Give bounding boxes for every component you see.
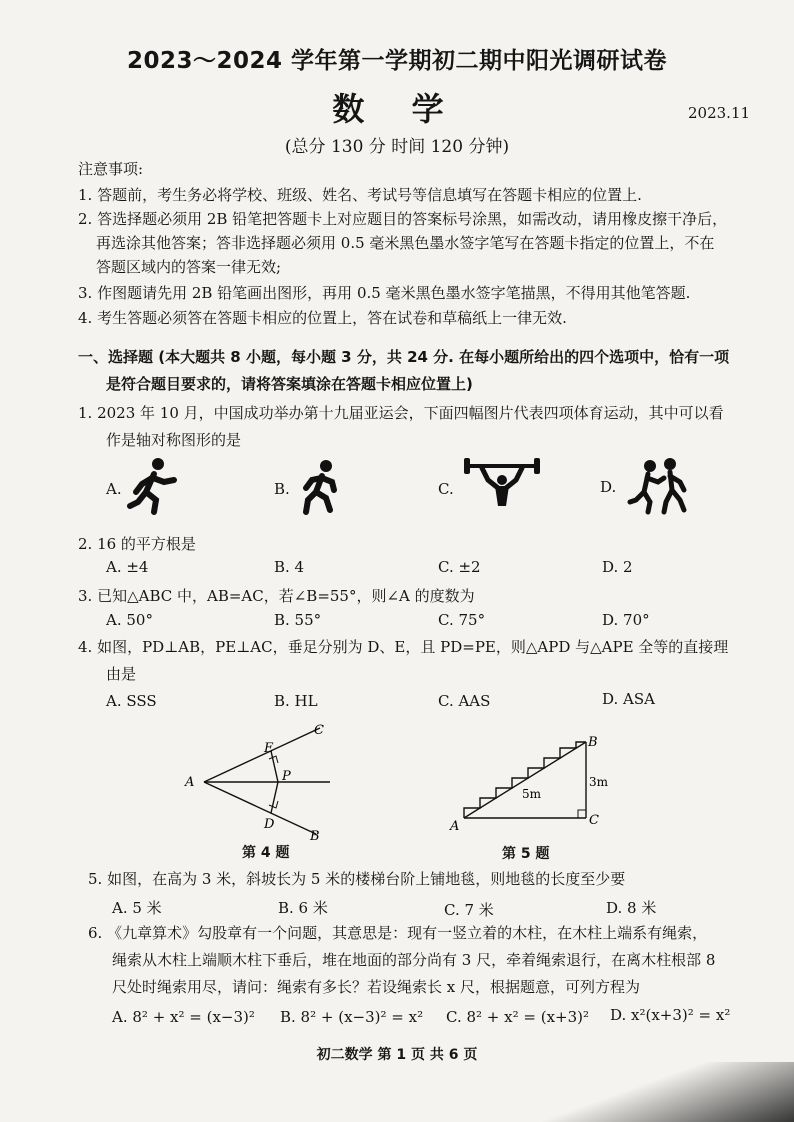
runner-pictogram-icon xyxy=(124,456,184,516)
option-label: A. ±4 xyxy=(106,558,149,576)
question-6-stem: 尺处时绳索用尽，请问：绳索有多长？若设绳索长 x 尺，根据题意，可列方程为 xyxy=(112,978,640,996)
option-label: A. SSS xyxy=(106,692,157,710)
sprinter-pictogram-icon xyxy=(298,458,348,516)
option-label: B. 6 米 xyxy=(278,899,328,917)
section-heading: 一、选择题 (本大题共 8 小题，每小题 3 分，共 24 分. 在每小题所给出的四个选项中，恰有一项 xyxy=(78,348,730,366)
option-label: C. 7 米 xyxy=(444,901,494,919)
option-label: A. xyxy=(106,480,122,498)
label-a: A xyxy=(450,819,460,834)
notice-line: 3. 作图题请先用 2B 铅笔画出图形，再用 0.5 毫米黑色墨水签字笔描黑，不得用其他笔答题. xyxy=(78,284,691,302)
segment-pd xyxy=(271,782,278,813)
exam-title: 2023～2024 学年第一学期初二期中阳光调研试卷 xyxy=(126,48,668,74)
notice-line: 4. 考生答题必须答在答题卡相应的位置上，答在试卷和草稿纸上一律无效. xyxy=(78,309,567,327)
figure-4-diagram xyxy=(180,716,350,844)
label-b: B xyxy=(310,829,320,844)
label-c: C xyxy=(314,723,324,738)
exam-info: (总分 130 分 时间 120 分钟) xyxy=(284,137,510,157)
ray-ab xyxy=(204,782,316,834)
label-hypotenuse: 5m xyxy=(522,787,542,801)
option-label: A. 50° xyxy=(106,611,153,629)
option-label: D. xyxy=(600,478,617,496)
weightlifter-pictogram-icon xyxy=(462,458,542,516)
question-1-stem: 1. 2023 年 10 月，中国成功举办第十九届亚运会，下面四幅图片代表四项体育运动，其中可以看 xyxy=(78,404,724,422)
notice-line: 答题区域内的答案一律无效; xyxy=(96,258,282,276)
option-label: D. ASA xyxy=(602,690,655,708)
option-label: B. 8² + (x−3)² = x² xyxy=(280,1008,424,1026)
section-heading: 是符合题目要求的，请将答案填涂在答题卡相应位置上) xyxy=(106,375,473,393)
option-label: D. 70° xyxy=(602,611,650,629)
option-label: D. 8 米 xyxy=(606,899,657,917)
notice-line: 再选涂其他答案；答非选择题必须用 0.5 毫米黑色墨水签字笔写在答题卡指定的位置上，不在 xyxy=(96,234,715,252)
notice-heading: 注意事项: xyxy=(78,160,144,178)
question-4-stem: 4. 如图，PD⊥AB，PE⊥AC，垂足分别为 D、E，且 PD=PE，则△APD 与△APE 全等的直接理 xyxy=(78,638,729,656)
question-3-stem: 3. 已知△ABC 中，AB=AC，若∠B=55°，则∠A 的度数为 xyxy=(78,587,475,605)
exam-date: 2023.11 xyxy=(688,104,751,122)
question-2-stem: 2. 16 的平方根是 xyxy=(78,535,196,553)
page-footer: 初二数学 第 1 页 共 6 页 xyxy=(316,1047,478,1063)
label-c: C xyxy=(589,813,599,828)
label-b: B xyxy=(588,735,598,750)
option-label: B. HL xyxy=(274,692,318,710)
label-a: A xyxy=(185,775,195,790)
figure-5-caption: 第 5 题 xyxy=(502,846,550,862)
option-label: B. xyxy=(274,480,290,498)
question-6-stem: 6. 《九章算术》勾股章有一个问题，其意思是：现有一竖立着的木柱，在木柱上端系有绳索， xyxy=(88,924,708,942)
option-label: C. xyxy=(438,480,454,498)
option-label: B. 55° xyxy=(274,611,322,629)
label-e: E xyxy=(264,741,274,756)
ray-ac xyxy=(204,728,320,782)
question-4-stem: 由是 xyxy=(106,665,137,683)
notice-line: 1. 答题前，考生务必将学校、班级、姓名、考试号等信息填写在答题卡相应的位置上. xyxy=(78,186,642,204)
option-label: C. ±2 xyxy=(438,558,481,576)
option-label: D. x²(x+3)² = x² xyxy=(610,1006,731,1024)
question-6-stem: 绳索从木柱上端顺木柱下垂后，堆在地面的部分尚有 3 尺，牵着绳索退行，在离木柱根部 8 xyxy=(112,951,716,969)
option-label: A. 8² + x² = (x−3)² xyxy=(112,1008,255,1026)
figure-5-diagram xyxy=(446,734,616,834)
option-label: B. 4 xyxy=(274,558,305,576)
label-height: 3m xyxy=(589,775,609,789)
label-p: P xyxy=(282,769,291,784)
option-label: C. AAS xyxy=(438,692,491,710)
option-label: A. 5 米 xyxy=(112,899,162,917)
two-players-pictogram-icon xyxy=(626,456,690,516)
option-label: C. 75° xyxy=(438,611,486,629)
notice-line: 2. 答选择题必须用 2B 铅笔把答题卡上对应题目的答案标号涂黑，如需改动，请用橡皮擦干净后， xyxy=(78,210,728,228)
question-1-stem: 作是轴对称图形的是 xyxy=(106,431,242,449)
option-label: D. 2 xyxy=(602,558,633,576)
page-shadow xyxy=(534,1062,794,1122)
question-5-stem: 5. 如图，在高为 3 米，斜坡长为 5 米的楼梯台阶上铺地毯，则地毯的长度至少要 xyxy=(88,870,626,888)
subject-title: 数 学 xyxy=(332,90,462,128)
label-d: D xyxy=(264,817,275,832)
figure-4-caption: 第 4 题 xyxy=(242,845,290,861)
option-label: C. 8² + x² = (x+3)² xyxy=(446,1008,590,1026)
